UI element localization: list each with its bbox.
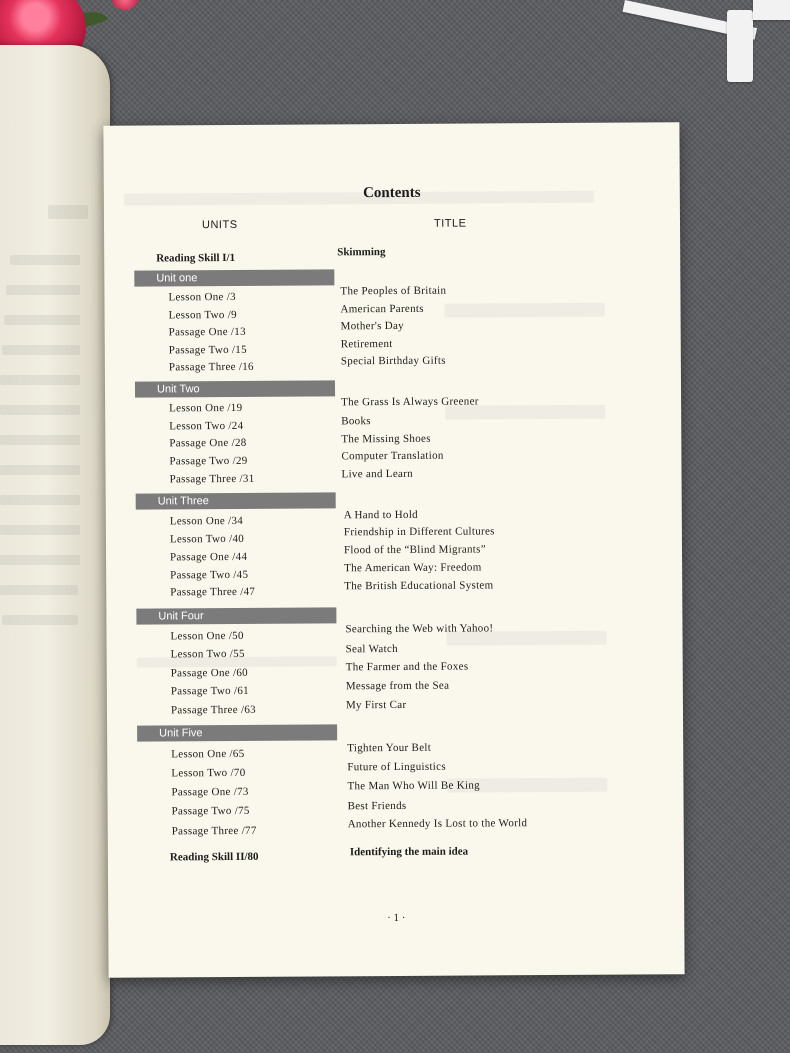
unit-four-header: Unit Four [136, 607, 336, 624]
lesson-title: Special Birthday Gifts [340, 354, 446, 368]
lesson-label: Passage Two /75 [171, 804, 250, 818]
lesson-title: A Hand to Hold [343, 508, 418, 522]
lesson-label: Passage One /28 [169, 436, 247, 450]
lesson-label: Passage Three /77 [171, 824, 257, 838]
lesson-title: The Missing Shoes [341, 432, 431, 446]
lesson-title: Flood of the “Blind Migrants” [343, 543, 486, 557]
lesson-label: Passage Two /45 [170, 568, 249, 582]
lesson-label: Lesson One /34 [169, 514, 244, 528]
lesson-title: Books [341, 415, 371, 428]
lesson-label: Lesson Two /55 [170, 647, 245, 661]
lesson-title: Seal Watch [345, 642, 398, 656]
lesson-title: The American Way: Freedom [344, 561, 482, 575]
lesson-label: Lesson Two /70 [171, 766, 246, 780]
unit-three-header: Unit Three [136, 492, 336, 509]
page-number: · 1 · [387, 911, 406, 925]
lesson-label: Lesson One /50 [170, 629, 244, 643]
lesson-title: Tighten Your Belt [347, 741, 432, 755]
lesson-label: Lesson One /3 [168, 290, 236, 304]
title-column-header: TITLE [433, 217, 467, 230]
lesson-label: Passage One /73 [171, 785, 249, 799]
lesson-title: The Peoples of Britain [340, 284, 447, 298]
lesson-title: The Grass Is Always Greener [341, 395, 479, 409]
lesson-title: American Parents [340, 302, 424, 316]
lesson-title: Best Friends [347, 799, 407, 813]
lesson-label: Passage Three /47 [170, 585, 256, 599]
lesson-label: Passage Two /29 [169, 454, 248, 468]
unit-two-header: Unit Two [135, 380, 335, 397]
page-title: Contents [363, 184, 421, 202]
book-stand [625, 0, 790, 85]
unit-one-header: Unit one [134, 269, 334, 286]
lesson-title: Friendship in Different Cultures [343, 525, 495, 539]
lesson-title: Mother's Day [340, 319, 404, 333]
lesson-label: Lesson Two /40 [169, 532, 245, 546]
lesson-title: The Farmer and the Foxes [345, 660, 469, 674]
reading-skill-2-title: Identifying the main idea [349, 845, 469, 859]
lesson-label: Passage Three /31 [169, 472, 255, 486]
lesson-title: Message from the Sea [345, 679, 450, 693]
lesson-label: Passage One /13 [168, 325, 246, 339]
lesson-label: Lesson One /65 [171, 747, 245, 761]
lesson-label: Passage One /60 [170, 666, 249, 680]
lesson-label: Lesson Two /24 [169, 419, 244, 433]
reading-skill-1-title: Skimming [337, 246, 386, 259]
lesson-label: Passage Two /15 [168, 343, 247, 357]
reading-skill-2-label: Reading Skill II/80 [169, 850, 259, 864]
lesson-label: Passage Two /61 [170, 684, 249, 698]
contents-page [103, 122, 684, 978]
lesson-title: Future of Linguistics [347, 760, 446, 774]
unit-five-header: Unit Five [137, 724, 337, 741]
lesson-title: Another Kennedy Is Lost to the World [347, 817, 528, 831]
lesson-label: Lesson One /19 [169, 401, 243, 415]
left-page [0, 45, 110, 1045]
lesson-label: Passage One /44 [170, 550, 248, 564]
lesson-title: Computer Translation [341, 449, 444, 463]
lesson-title: Retirement [340, 338, 393, 351]
lesson-title: The British Educational System [344, 579, 494, 593]
lesson-label: Passage Three /16 [168, 360, 254, 374]
lesson-title: Searching the Web with Yahoo! [345, 622, 494, 636]
lesson-title: Live and Learn [341, 467, 413, 481]
lesson-label: Passage Three /63 [170, 703, 256, 717]
units-column-header: UNITS [201, 218, 238, 232]
reading-skill-1-label: Reading Skill I/1 [156, 251, 236, 265]
lesson-label: Lesson Two /9 [168, 308, 237, 322]
table-of-contents [103, 122, 684, 978]
lesson-title: My First Car [345, 698, 407, 712]
lesson-title: The Man Who Will Be King [347, 779, 481, 793]
